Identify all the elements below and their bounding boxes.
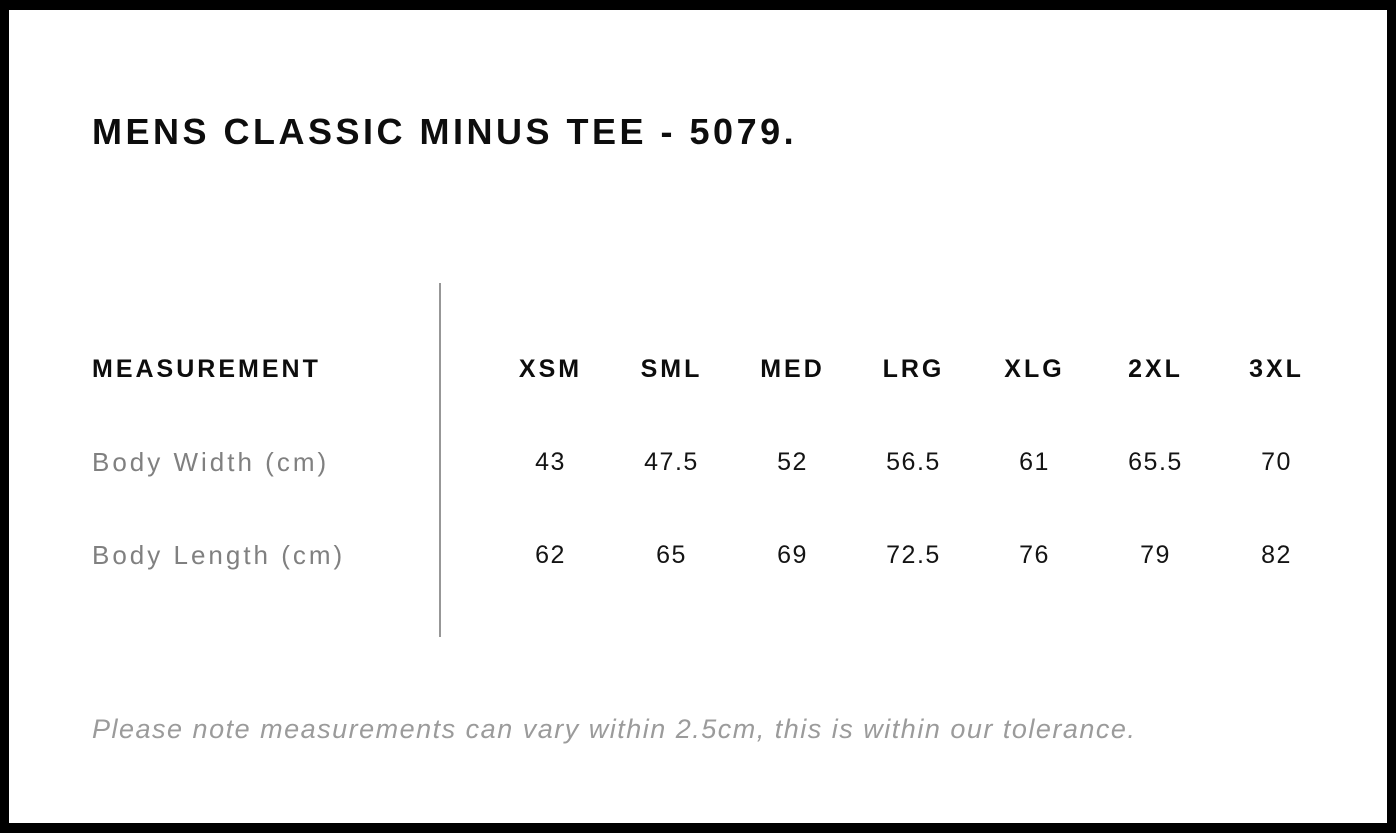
column-header-measurement: MEASUREMENT: [92, 355, 321, 383]
body-length-sml: 65: [656, 541, 687, 569]
column-header-sml: SML: [640, 355, 703, 383]
row-label-body-width: Body Width (cm): [92, 447, 330, 477]
column-header-xlg: XLG: [1004, 355, 1065, 383]
tolerance-note: Please note measurements can vary within 2.5cm, this is within our tolerance.: [92, 714, 1137, 744]
body-width-3xl: 70: [1261, 448, 1292, 476]
body-width-sml: 47.5: [644, 448, 699, 476]
size-chart-table: [92, 323, 1337, 602]
body-width-lrg: 56.5: [886, 448, 941, 476]
column-header-2xl: 2XL: [1128, 355, 1183, 383]
column-header-lrg: LRG: [882, 355, 945, 383]
body-width-xlg: 61: [1019, 448, 1050, 476]
body-width-xsm: 43: [535, 448, 566, 476]
body-length-med: 69: [777, 541, 808, 569]
body-length-xsm: 62: [535, 541, 566, 569]
column-header-xsm: XSM: [518, 355, 583, 383]
column-header-3xl: 3XL: [1249, 355, 1304, 383]
body-length-2xl: 79: [1140, 541, 1171, 569]
page-title: MENS CLASSIC MINUS TEE - 5079.: [92, 111, 798, 152]
row-label-body-length: Body Length (cm): [92, 540, 346, 570]
column-header-med: MED: [760, 355, 825, 383]
body-length-xlg: 76: [1019, 541, 1050, 569]
body-length-3xl: 82: [1261, 541, 1292, 569]
body-length-lrg: 72.5: [886, 541, 941, 569]
body-width-med: 52: [777, 448, 808, 476]
body-width-2xl: 65.5: [1128, 448, 1183, 476]
